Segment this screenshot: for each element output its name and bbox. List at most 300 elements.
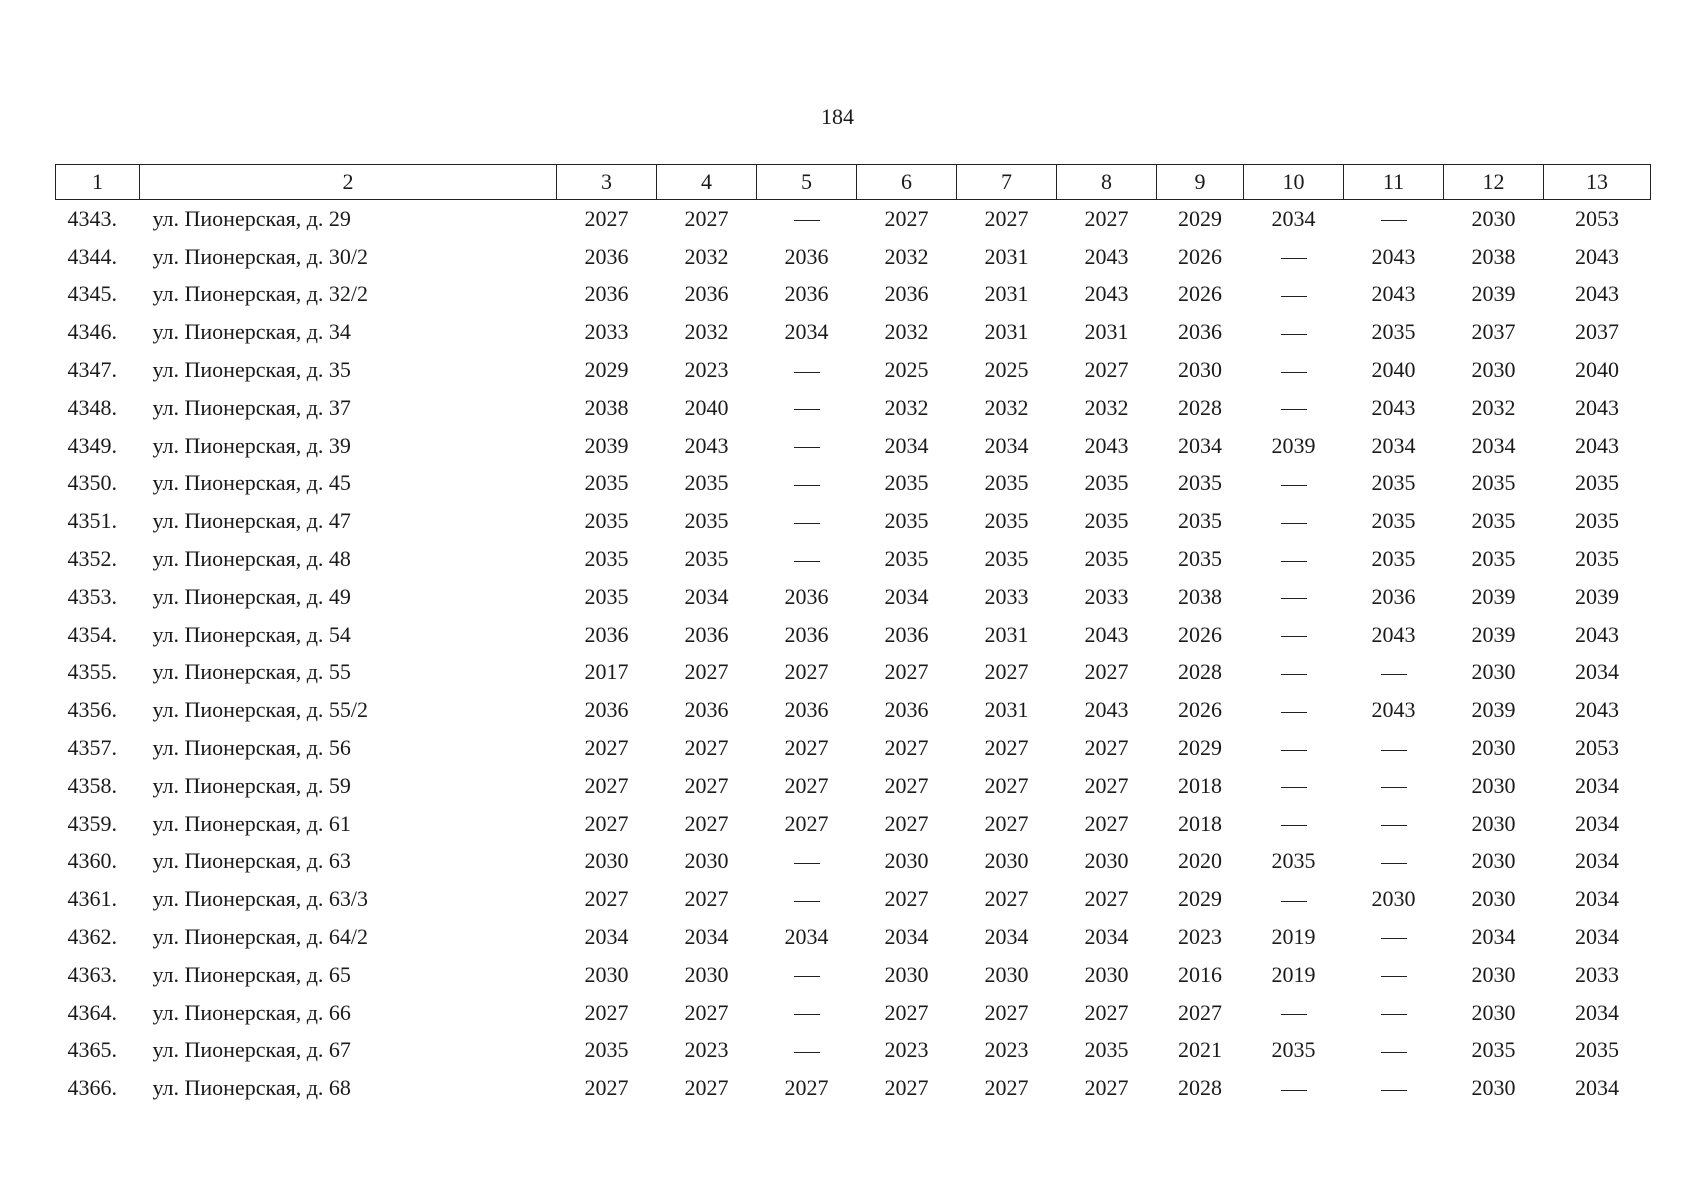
- year-cell: 2027: [684, 205, 729, 231]
- year-cell: 2030: [884, 961, 929, 987]
- table-row: [56, 805, 1651, 843]
- year-cell: 2023: [684, 1037, 729, 1063]
- year-cell: 2027: [584, 735, 629, 761]
- year-cell: 2030: [1084, 848, 1129, 874]
- year-cell: 2035: [984, 546, 1029, 572]
- address-cell: ул. Пионерская, д. 68: [152, 1075, 351, 1101]
- year-cell: 2043: [1575, 243, 1619, 269]
- dash-mark: [794, 863, 820, 864]
- table-row: [56, 351, 1651, 389]
- year-cell: 2043: [1575, 394, 1619, 420]
- row-number: 4349.: [67, 432, 117, 458]
- year-cell: 2030: [1084, 961, 1129, 987]
- year-cell: 2035: [584, 508, 629, 534]
- year-cell: [1244, 578, 1344, 616]
- data-table: [55, 164, 1651, 1107]
- year-cell: [1344, 843, 1444, 881]
- year-cell: 2027: [584, 999, 629, 1025]
- year-cell: 2027: [884, 659, 929, 685]
- year-cell: 2028: [1178, 394, 1222, 420]
- year-cell: 2034: [584, 924, 629, 950]
- year-cell: 2036: [784, 697, 829, 723]
- year-cell: 2034: [684, 924, 729, 950]
- year-cell: [757, 502, 857, 540]
- address-cell: ул. Пионерская, д. 63: [152, 848, 351, 874]
- year-cell: 2030: [1471, 357, 1516, 383]
- column-header-10: 10: [1244, 165, 1344, 200]
- year-cell: 2036: [684, 621, 729, 647]
- year-cell: 2035: [1084, 508, 1129, 534]
- year-cell: 2027: [984, 659, 1029, 685]
- year-cell: 2019: [1271, 961, 1316, 987]
- year-cell: 2027: [684, 999, 729, 1025]
- column-header-7: 7: [957, 165, 1057, 200]
- address-cell: ул. Пионерская, д. 32/2: [152, 281, 369, 307]
- year-cell: 2035: [684, 508, 729, 534]
- year-cell: 2023: [984, 1037, 1029, 1063]
- year-cell: 2027: [884, 735, 929, 761]
- year-cell: 2029: [584, 357, 629, 383]
- year-cell: 2027: [1084, 1075, 1129, 1101]
- page-number: 184: [821, 104, 854, 129]
- year-cell: 2040: [684, 394, 729, 420]
- row-number: 4353.: [67, 583, 117, 609]
- dash-mark: [1381, 863, 1407, 864]
- year-cell: 2032: [984, 394, 1029, 420]
- dash-mark: [1281, 561, 1307, 562]
- year-cell: 2043: [1575, 281, 1619, 307]
- year-cell: 2030: [584, 848, 629, 874]
- dash-mark: [794, 1052, 820, 1053]
- year-cell: 2018: [1178, 810, 1222, 836]
- year-cell: 2036: [584, 697, 629, 723]
- year-cell: [757, 880, 857, 918]
- year-cell: 2032: [1084, 394, 1129, 420]
- year-cell: 2029: [1178, 886, 1222, 912]
- year-cell: [1244, 880, 1344, 918]
- year-cell: 2027: [784, 810, 829, 836]
- address-cell: ул. Пионерская, д. 55/2: [152, 697, 369, 723]
- year-cell: 2031: [984, 319, 1029, 345]
- address-cell: ул. Пионерская, д. 29: [152, 205, 351, 231]
- column-header-8: 8: [1057, 165, 1157, 200]
- year-cell: 2037: [1575, 319, 1619, 345]
- year-cell: 2030: [984, 848, 1029, 874]
- year-cell: 2035: [1371, 319, 1416, 345]
- year-cell: [757, 956, 857, 994]
- year-cell: 2027: [584, 810, 629, 836]
- year-cell: 2027: [884, 999, 929, 1025]
- address-cell: ул. Пионерская, д. 67: [152, 1037, 351, 1063]
- row-number: 4361.: [67, 886, 117, 912]
- dash-mark: [1281, 712, 1307, 713]
- year-cell: 2035: [984, 508, 1029, 534]
- year-cell: [1244, 691, 1344, 729]
- row-number: 4346.: [67, 319, 117, 345]
- year-cell: 2043: [1575, 621, 1619, 647]
- year-cell: 2027: [984, 772, 1029, 798]
- year-cell: 2027: [784, 659, 829, 685]
- address-cell: ул. Пионерская, д. 61: [152, 810, 351, 836]
- year-cell: 2043: [1084, 281, 1129, 307]
- year-cell: 2039: [584, 432, 629, 458]
- year-cell: [1244, 729, 1344, 767]
- year-cell: [1244, 238, 1344, 276]
- year-cell: 2034: [1575, 886, 1619, 912]
- year-cell: 2036: [584, 621, 629, 647]
- year-cell: [1244, 994, 1344, 1032]
- year-cell: 2035: [684, 470, 729, 496]
- year-cell: 2026: [1178, 697, 1222, 723]
- year-cell: 2030: [1371, 886, 1416, 912]
- year-cell: 2027: [584, 1075, 629, 1101]
- address-cell: ул. Пионерская, д. 30/2: [152, 243, 369, 269]
- year-cell: [757, 540, 857, 578]
- column-header-9: 9: [1157, 165, 1244, 200]
- year-cell: 2027: [1084, 205, 1129, 231]
- year-cell: [1344, 654, 1444, 692]
- year-cell: 2035: [584, 583, 629, 609]
- year-cell: 2035: [1271, 848, 1316, 874]
- year-cell: 2034: [1178, 432, 1222, 458]
- year-cell: [1344, 805, 1444, 843]
- year-cell: 2039: [1471, 697, 1516, 723]
- year-cell: 2034: [1575, 924, 1619, 950]
- year-cell: 2034: [1471, 924, 1516, 950]
- table-row: [56, 540, 1651, 578]
- address-cell: ул. Пионерская, д. 55: [152, 659, 351, 685]
- column-header-2: 2: [140, 165, 557, 200]
- year-cell: [757, 465, 857, 503]
- year-cell: 2027: [1084, 357, 1129, 383]
- column-header-3: 3: [557, 165, 657, 200]
- dash-mark: [1281, 674, 1307, 675]
- dash-mark: [794, 409, 820, 410]
- row-number: 4363.: [67, 961, 117, 987]
- row-number: 4345.: [67, 281, 117, 307]
- year-cell: 2027: [884, 205, 929, 231]
- table-row: [56, 238, 1651, 276]
- year-cell: 2027: [884, 810, 929, 836]
- year-cell: 2030: [1471, 810, 1516, 836]
- year-cell: 2031: [984, 621, 1029, 647]
- table-row: [56, 994, 1651, 1032]
- dash-mark: [1281, 296, 1307, 297]
- column-header-1: 1: [56, 165, 140, 200]
- year-cell: 2035: [1471, 1037, 1516, 1063]
- year-cell: 2043: [1371, 394, 1416, 420]
- dash-mark: [794, 1014, 820, 1015]
- year-cell: 2036: [784, 583, 829, 609]
- year-cell: 2034: [984, 924, 1029, 950]
- year-cell: 2033: [1575, 961, 1619, 987]
- table-row: [56, 843, 1651, 881]
- year-cell: 2034: [1575, 1075, 1619, 1101]
- table-row: [56, 427, 1651, 465]
- year-cell: 2029: [1178, 735, 1222, 761]
- year-cell: 2035: [584, 470, 629, 496]
- address-cell: ул. Пионерская, д. 45: [152, 470, 351, 496]
- year-cell: 2035: [1575, 508, 1619, 534]
- year-cell: [1244, 502, 1344, 540]
- year-cell: 2039: [1471, 281, 1516, 307]
- year-cell: 2038: [1471, 243, 1516, 269]
- address-cell: ул. Пионерская, д. 49: [152, 583, 351, 609]
- year-cell: 2031: [1084, 319, 1129, 345]
- address-cell: ул. Пионерская, д. 48: [152, 546, 351, 572]
- year-cell: 2030: [1178, 357, 1222, 383]
- year-cell: 2040: [1371, 357, 1416, 383]
- year-cell: [1244, 313, 1344, 351]
- row-number: 4343.: [67, 205, 117, 231]
- year-cell: [757, 427, 857, 465]
- year-cell: 2028: [1178, 659, 1222, 685]
- year-cell: 2029: [1178, 205, 1222, 231]
- dash-mark: [1381, 787, 1407, 788]
- dash-mark: [1281, 598, 1307, 599]
- table-row: [56, 956, 1651, 994]
- year-cell: 2039: [1471, 583, 1516, 609]
- year-cell: 2027: [884, 1075, 929, 1101]
- year-cell: 2027: [1084, 735, 1129, 761]
- row-number: 4356.: [67, 697, 117, 723]
- dash-mark: [1281, 787, 1307, 788]
- year-cell: 2035: [1084, 470, 1129, 496]
- year-cell: 2026: [1178, 621, 1222, 647]
- year-cell: 2034: [1271, 205, 1316, 231]
- year-cell: 2034: [984, 432, 1029, 458]
- year-cell: 2043: [1371, 697, 1416, 723]
- year-cell: 2023: [884, 1037, 929, 1063]
- column-header-13: 13: [1544, 165, 1651, 200]
- year-cell: [1244, 1069, 1344, 1107]
- year-cell: 2016: [1178, 961, 1222, 987]
- year-cell: 2043: [1371, 281, 1416, 307]
- year-cell: 2032: [884, 319, 929, 345]
- year-cell: [1244, 805, 1344, 843]
- year-cell: 2025: [984, 357, 1029, 383]
- year-cell: 2030: [884, 848, 929, 874]
- year-cell: 2023: [1178, 924, 1222, 950]
- year-cell: 2034: [884, 583, 929, 609]
- year-cell: 2035: [984, 470, 1029, 496]
- year-cell: 2027: [1084, 886, 1129, 912]
- year-cell: 2030: [1471, 735, 1516, 761]
- year-cell: 2026: [1178, 281, 1222, 307]
- year-cell: 2030: [984, 961, 1029, 987]
- year-cell: [757, 200, 857, 238]
- table-row: [56, 880, 1651, 918]
- year-cell: 2037: [1471, 319, 1516, 345]
- year-cell: 2027: [884, 886, 929, 912]
- year-cell: [757, 351, 857, 389]
- row-number: 4347.: [67, 357, 117, 383]
- year-cell: 2039: [1575, 583, 1619, 609]
- year-cell: [1344, 956, 1444, 994]
- table-row: [56, 1032, 1651, 1070]
- table-row: [56, 502, 1651, 540]
- dash-mark: [794, 485, 820, 486]
- year-cell: 2027: [984, 735, 1029, 761]
- dash-mark: [1281, 485, 1307, 486]
- year-cell: 2032: [1471, 394, 1516, 420]
- year-cell: 2027: [684, 772, 729, 798]
- table-row: [56, 578, 1651, 616]
- address-cell: ул. Пионерская, д. 54: [152, 621, 351, 647]
- year-cell: [1344, 994, 1444, 1032]
- year-cell: 2036: [784, 621, 829, 647]
- year-cell: 2027: [1084, 659, 1129, 685]
- year-cell: [1244, 351, 1344, 389]
- table-row: [56, 918, 1651, 956]
- row-number: 4351.: [67, 508, 117, 534]
- row-number: 4360.: [67, 848, 117, 874]
- year-cell: 2027: [784, 772, 829, 798]
- year-cell: [1244, 654, 1344, 692]
- year-cell: 2027: [584, 772, 629, 798]
- row-number: 4344.: [67, 243, 117, 269]
- table-row: [56, 616, 1651, 654]
- dash-mark: [1281, 523, 1307, 524]
- year-cell: 2021: [1178, 1037, 1222, 1063]
- year-cell: 2023: [684, 357, 729, 383]
- year-cell: 2030: [1471, 999, 1516, 1025]
- year-cell: 2027: [884, 772, 929, 798]
- table-row: [56, 729, 1651, 767]
- year-cell: 2027: [684, 886, 729, 912]
- year-cell: 2038: [1178, 583, 1222, 609]
- year-cell: 2040: [1575, 357, 1619, 383]
- table-row: [56, 200, 1651, 238]
- year-cell: 2027: [1084, 810, 1129, 836]
- year-cell: 2027: [984, 999, 1029, 1025]
- dash-mark: [1281, 409, 1307, 410]
- year-cell: [1244, 767, 1344, 805]
- year-cell: 2036: [884, 697, 929, 723]
- year-cell: 2027: [984, 886, 1029, 912]
- year-cell: 2030: [684, 961, 729, 987]
- year-cell: [1244, 465, 1344, 503]
- dash-mark: [794, 561, 820, 562]
- year-cell: 2039: [1471, 621, 1516, 647]
- dash-mark: [1381, 825, 1407, 826]
- year-cell: 2027: [684, 1075, 729, 1101]
- address-cell: ул. Пионерская, д. 34: [152, 319, 351, 345]
- year-cell: 2035: [884, 470, 929, 496]
- row-number: 4366.: [67, 1075, 117, 1101]
- year-cell: 2034: [1371, 432, 1416, 458]
- year-cell: 2030: [1471, 961, 1516, 987]
- address-cell: ул. Пионерская, д. 39: [152, 432, 351, 458]
- year-cell: 2038: [584, 394, 629, 420]
- year-cell: 2043: [684, 432, 729, 458]
- year-cell: 2035: [1271, 1037, 1316, 1063]
- dash-mark: [1381, 220, 1407, 221]
- year-cell: 2034: [1575, 999, 1619, 1025]
- year-cell: 2034: [784, 924, 829, 950]
- dash-mark: [794, 220, 820, 221]
- year-cell: 2036: [1371, 583, 1416, 609]
- year-cell: 2035: [1084, 1037, 1129, 1063]
- dash-mark: [1381, 1052, 1407, 1053]
- year-cell: 2034: [1084, 924, 1129, 950]
- year-cell: [1244, 616, 1344, 654]
- year-cell: [757, 843, 857, 881]
- table-row: [56, 313, 1651, 351]
- dash-mark: [1281, 1014, 1307, 1015]
- year-cell: 2036: [684, 281, 729, 307]
- year-cell: 2043: [1084, 432, 1129, 458]
- year-cell: 2035: [584, 546, 629, 572]
- year-cell: 2036: [784, 281, 829, 307]
- year-cell: 2043: [1575, 432, 1619, 458]
- year-cell: 2043: [1371, 243, 1416, 269]
- year-cell: 2034: [684, 583, 729, 609]
- dash-mark: [1281, 750, 1307, 751]
- year-cell: 2036: [584, 243, 629, 269]
- year-cell: 2043: [1575, 697, 1619, 723]
- year-cell: 2036: [584, 281, 629, 307]
- year-cell: 2036: [884, 281, 929, 307]
- column-header-5: 5: [757, 165, 857, 200]
- row-number: 4355.: [67, 659, 117, 685]
- address-cell: ул. Пионерская, д. 63/3: [152, 886, 369, 912]
- year-cell: 2034: [1575, 659, 1619, 685]
- address-cell: ул. Пионерская, д. 59: [152, 772, 351, 798]
- year-cell: 2035: [1471, 546, 1516, 572]
- year-cell: 2043: [1084, 243, 1129, 269]
- row-number: 4364.: [67, 999, 117, 1025]
- dash-mark: [1381, 976, 1407, 977]
- year-cell: 2035: [884, 546, 929, 572]
- year-cell: [1244, 276, 1344, 314]
- year-cell: 2035: [1371, 508, 1416, 534]
- year-cell: 2035: [1471, 470, 1516, 496]
- dash-mark: [794, 372, 820, 373]
- dash-mark: [1381, 750, 1407, 751]
- year-cell: 2028: [1178, 1075, 1222, 1101]
- address-cell: ул. Пионерская, д. 64/2: [152, 924, 369, 950]
- dash-mark: [1281, 372, 1307, 373]
- year-cell: 2027: [784, 1075, 829, 1101]
- dash-mark: [794, 901, 820, 902]
- year-cell: 2032: [884, 243, 929, 269]
- row-number: 4352.: [67, 546, 117, 572]
- table-row: [56, 465, 1651, 503]
- column-header-11: 11: [1344, 165, 1444, 200]
- year-cell: 2032: [684, 243, 729, 269]
- row-number: 4348.: [67, 394, 117, 420]
- year-cell: 2034: [1575, 848, 1619, 874]
- dash-mark: [1281, 636, 1307, 637]
- year-cell: 2027: [684, 735, 729, 761]
- address-cell: ул. Пионерская, д. 35: [152, 357, 351, 383]
- year-cell: 2026: [1178, 243, 1222, 269]
- dash-mark: [1281, 334, 1307, 335]
- year-cell: 2035: [1084, 546, 1129, 572]
- column-header-4: 4: [657, 165, 757, 200]
- year-cell: 2031: [984, 281, 1029, 307]
- year-cell: 2033: [584, 319, 629, 345]
- row-number: 4359.: [67, 810, 117, 836]
- row-number: 4350.: [67, 470, 117, 496]
- dash-mark: [1281, 258, 1307, 259]
- year-cell: 2043: [1084, 621, 1129, 647]
- year-cell: [757, 1032, 857, 1070]
- dash-mark: [1281, 901, 1307, 902]
- year-cell: 2031: [984, 697, 1029, 723]
- table-row: [56, 691, 1651, 729]
